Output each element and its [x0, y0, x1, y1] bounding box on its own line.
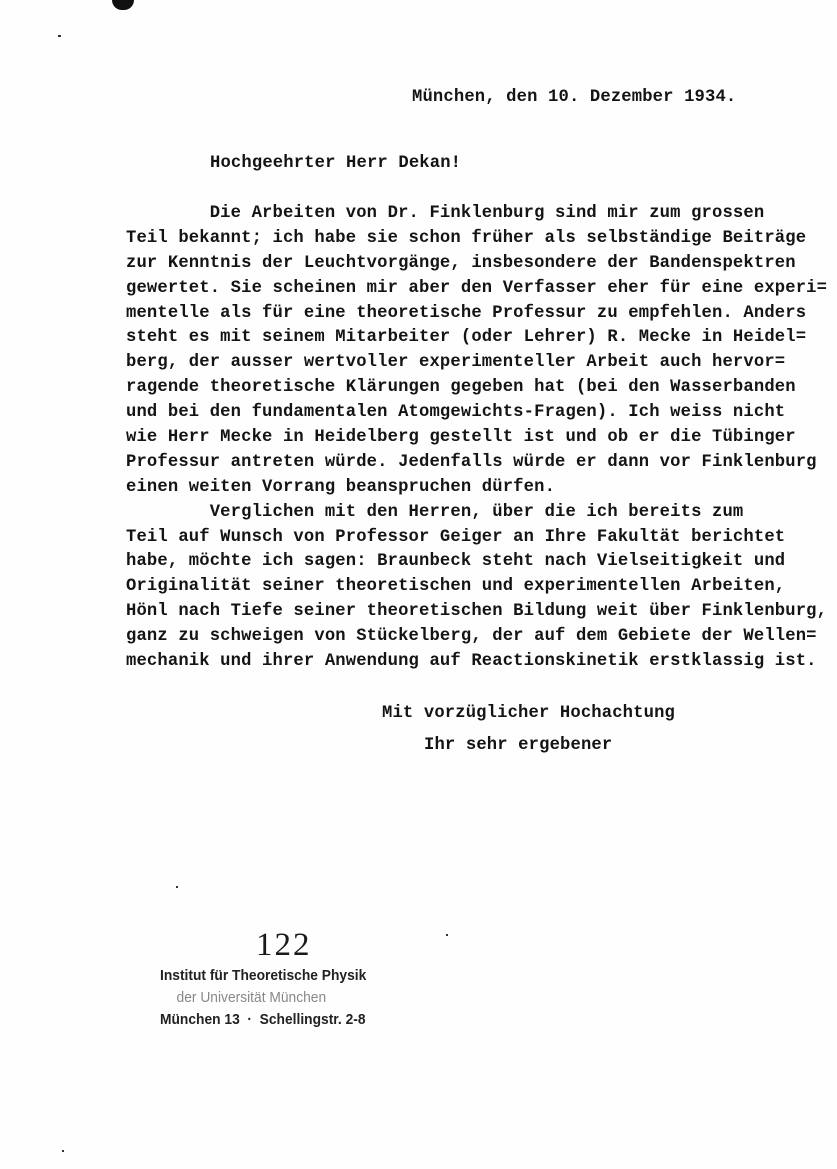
body-line: und bei den fundamentalen Atomgewichts-Fragen). Ich weiss nicht — [126, 403, 786, 423]
letter-body — [126, 202, 827, 675]
body-line: Professur antreten würde. Jedenfalls würde er dann vor Finklenburg — [126, 452, 817, 472]
body-line: mentelle als für eine theoretische Professur zu empfehlen. Anders — [126, 303, 807, 323]
archive-page-number: 122 — [256, 927, 312, 963]
salutation: Hochgeehrter Herr Dekan! — [210, 154, 462, 173]
body-line: Originalität seiner theoretischen und experimentellen Arbeiten, — [126, 577, 786, 597]
stamp-university: der Universität München — [176, 989, 327, 1006]
ink-smudge — [112, 0, 134, 10]
body-line: Hönl nach Tiefe seiner theoretischen Bildung weit über Finklenburg, — [126, 602, 828, 622]
signoff-line: Ihr sehr ergebener — [424, 736, 613, 755]
body-line: wie Herr Mecke in Heidelberg gestellt ist und ob er die Tübinger — [126, 428, 796, 448]
body-line: steht es mit seinem Mitarbeiter (oder Lehrer) R. Mecke in Heidel= — [126, 328, 807, 348]
body-line: ganz zu schweigen von Stückelberg, der auf dem Gebiete der Wellen= — [126, 627, 817, 647]
speck — [62, 1150, 64, 1152]
stamp-institute-name: Institut für Theoretische Physik — [160, 967, 367, 984]
body-line: gewertet. Sie scheinen mir aber den Verfasser eher für eine experi= — [126, 278, 828, 298]
body-line: Die Arbeiten von Dr. Finklenburg sind mir zum grossen — [126, 204, 765, 223]
body-line: zur Kenntnis der Leuchtvorgänge, insbesondere der Bandenspektren — [126, 253, 796, 273]
body-line: Teil auf Wunsch von Professor Geiger an Ihre Fakultät berichtet — [126, 527, 786, 547]
body-line: berg, der ausser wertvoller experimenteller Arbeit auch hervor= — [126, 353, 786, 373]
body-line: einen weiten Vorrang beanspruchen dürfen. — [126, 477, 556, 497]
speck — [58, 35, 61, 37]
institute-stamp — [160, 965, 384, 1031]
body-line: habe, möchte ich sagen: Braunbeck steht nach Vielseitigkeit und — [126, 552, 786, 572]
body-line: ragende theoretische Klärungen gegeben hat (bei den Wasserbanden — [126, 378, 796, 398]
date-line: München, den 10. Dezember 1934. — [412, 88, 737, 107]
speck — [176, 886, 178, 888]
speck — [446, 934, 448, 936]
body-line: Verglichen mit den Herren, über die ich bereits zum — [126, 502, 744, 522]
stamp-address: München 13 · Schellingstr. 2-8 — [160, 1011, 366, 1028]
body-line: mechanik und ihrer Anwendung auf Reactionskinetik erstklassig ist. — [126, 652, 817, 672]
closing-line: Mit vorzüglicher Hochachtung — [382, 704, 675, 723]
body-line: Teil bekannt; ich habe sie schon früher als selbständige Beiträge — [126, 228, 807, 248]
